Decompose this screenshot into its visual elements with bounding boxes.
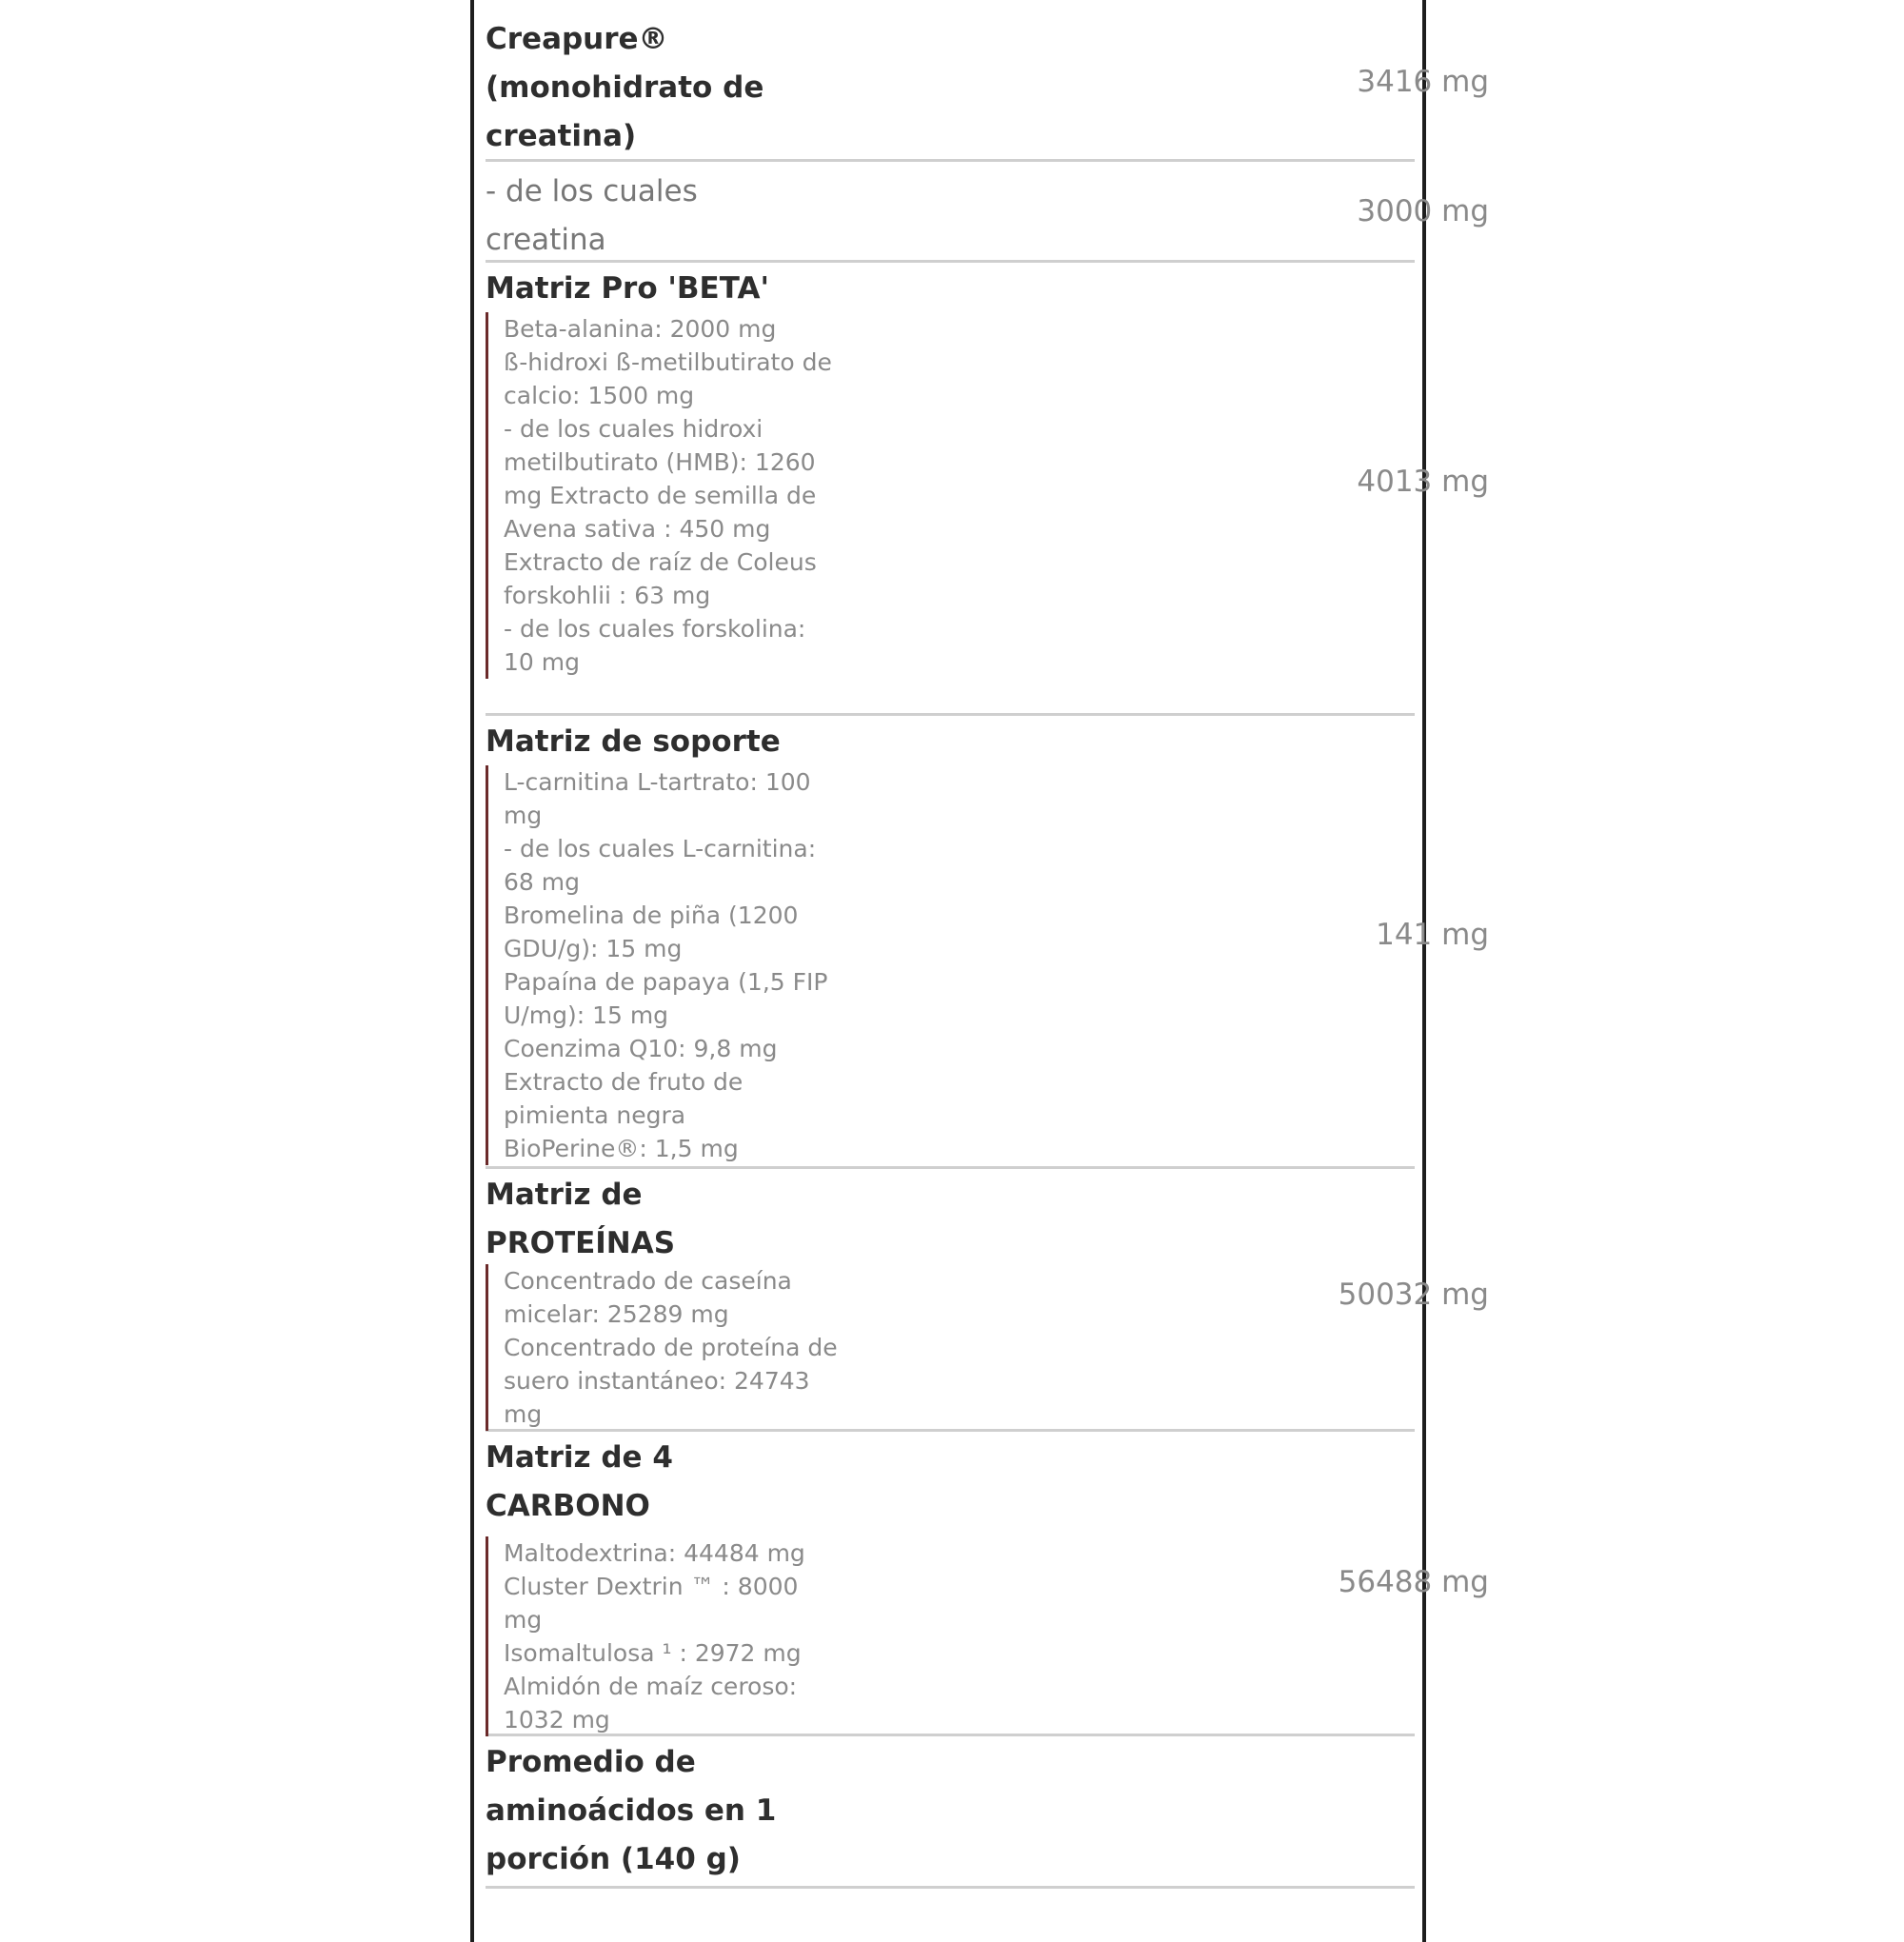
ingredient-name: Matriz Pro 'BETA' <box>486 271 769 306</box>
breakdown-line: Extracto de fruto de pimienta negra <box>504 1068 751 1129</box>
table-row <box>486 1169 1489 1432</box>
ingredient-amount: 50032 mg <box>1338 1278 1489 1312</box>
breakdown-line: Cluster Dextrin ™ : 8000 mg <box>504 1573 806 1634</box>
breakdown-line: BioPerine®: 1,5 mg <box>504 1135 739 1162</box>
breakdown-line: - de los cuales forskolina: 10 mg <box>504 615 814 676</box>
table-row <box>486 1736 1415 1889</box>
ingredient-amount: 3416 mg <box>1357 65 1489 99</box>
breakdown-line: Concentrado de caseína micelar: 25289 mg <box>504 1267 800 1328</box>
breakdown-line: Bromelina de piña (1200 GDU/g): 15 mg <box>504 902 806 962</box>
ingredient-name: Creapure® (monohidrato de creatina) <box>486 22 764 153</box>
ingredient-name: Promedio de aminoácidos en 1 porción (140 g) <box>486 1745 777 1876</box>
breakdown-line: - de los cuales L-carnitina: 68 mg <box>504 835 824 896</box>
ingredient-breakdown <box>486 312 838 679</box>
breakdown-line: Concentrado de proteína de suero instantáneo: 24743 mg <box>504 1334 845 1428</box>
ingredient-name: Matriz de soporte <box>486 724 781 759</box>
breakdown-line: - de los cuales hidroxi metilbutirato (HMB): 1260 mg Extracto de semilla de Avena sativa : 450 mg <box>504 415 824 543</box>
breakdown-line: Papaína de papaya (1,5 FIP U/mg): 15 mg <box>504 968 836 1029</box>
table-row <box>486 716 1489 1169</box>
ingredient-breakdown <box>486 765 838 1165</box>
breakdown-line: L-carnitina L-tartrato: 100 mg <box>504 768 819 829</box>
ingredient-name: - de los cuales creatina <box>486 174 698 257</box>
ingredient-breakdown <box>486 1536 838 1736</box>
table-row <box>486 1432 1489 1736</box>
ingredient-amount: 3000 mg <box>1357 194 1489 228</box>
breakdown-line: Isomaltulosa ¹ : 2972 mg <box>504 1639 802 1667</box>
breakdown-line: Beta-alanina: 2000 mg <box>504 315 777 343</box>
breakdown-line: Maltodextrina: 44484 mg <box>504 1539 805 1567</box>
table-row <box>486 8 1489 162</box>
ingredient-amount: 4013 mg <box>1357 465 1489 499</box>
ingredient-name: Matriz de PROTEÍNAS <box>486 1178 676 1260</box>
breakdown-line: Extracto de raíz de Coleus forskohlii : 63 mg <box>504 548 824 609</box>
breakdown-line: Coenzima Q10: 9,8 mg <box>504 1035 778 1062</box>
ingredient-name: Matriz de 4 CARBONO <box>486 1440 673 1523</box>
breakdown-line: ß-hidroxi ß-metilbutirato de calcio: 1500 mg <box>504 348 840 409</box>
ingredient-breakdown <box>486 1264 845 1431</box>
breakdown-line: Almidón de maíz ceroso: 1032 mg <box>504 1673 805 1734</box>
table-row <box>486 162 1489 263</box>
table-row <box>486 263 1489 716</box>
ingredient-amount: 56488 mg <box>1338 1565 1489 1599</box>
ingredient-amount: 141 mg <box>1376 918 1489 952</box>
